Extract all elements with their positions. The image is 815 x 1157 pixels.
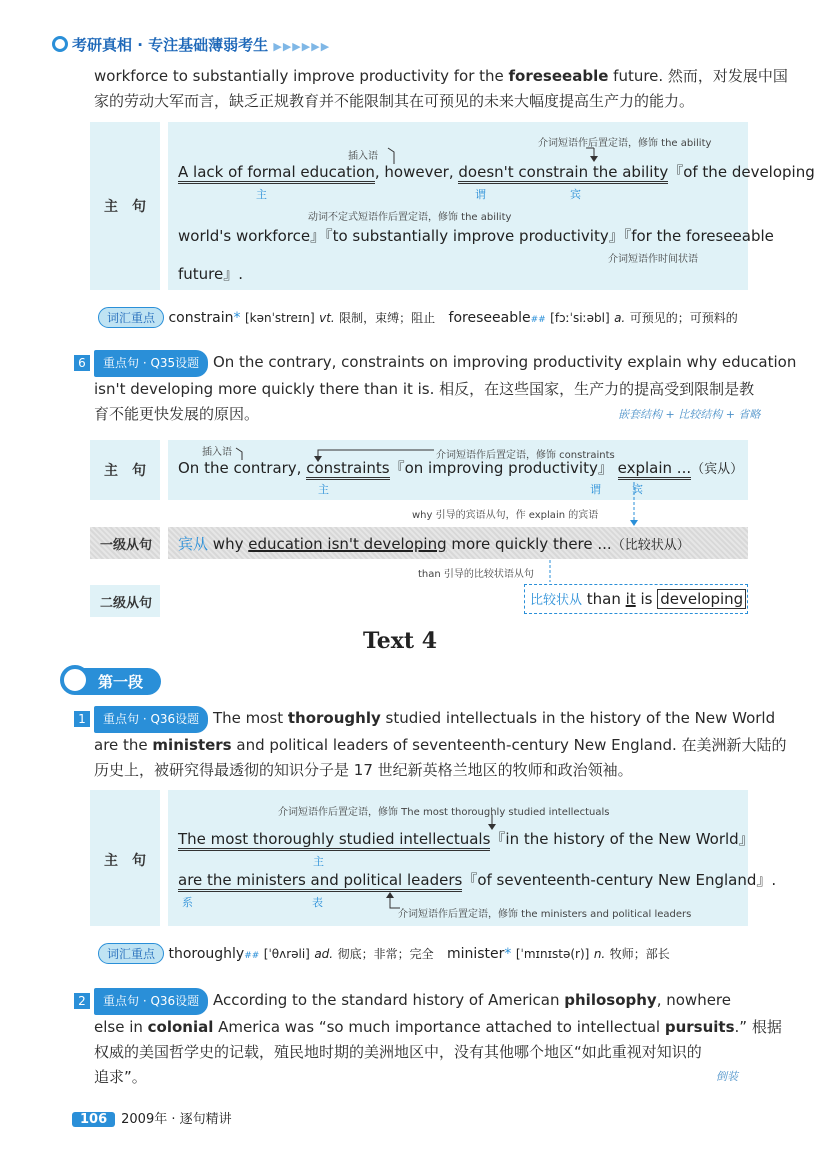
box2-sub1-line: 宾从 why education isn't developing more quickly there ...（比较状从） [178, 535, 690, 553]
role-object: 宾 [570, 188, 581, 201]
paragraph-continuation: workforce to substantially improve productivity for the foreseeable future. 然而，对发展中国 家的劳动大军而言，缺乏正规教育并不能限制其在可预见的未来大幅度提高生产力的能力。 [94, 67, 788, 110]
predicate-word: explain ... [618, 459, 691, 480]
omitted-word-box: developing [657, 589, 746, 609]
sentence-number: 6 [74, 355, 90, 371]
box2-label-sub1-cell [90, 527, 160, 559]
vocab1-word1: constrain [168, 310, 234, 326]
box2-sub2-line: 比较状从 than it is developing [530, 589, 746, 608]
structure-hint: 嵌套结构 + 比较结构 + 省略 [618, 408, 761, 421]
box2-label-sub2-cell [90, 585, 160, 617]
arrow-to-clause1 [620, 480, 650, 528]
note-why-clause: why 引导的宾语从句，作 explain 的宾语 [412, 510, 599, 521]
box1-note-adv: 介词短语作时间状语 [608, 254, 698, 265]
text-title: Text 4 [362, 628, 438, 654]
box1-line2: world's workforce』『to substantially improve productivity』『for the foreseeable [178, 227, 774, 245]
box1-note-prep: 介词短语作后置定语，修饰 the ability [538, 138, 712, 149]
section-search-icon [60, 665, 90, 695]
role-subject: 主 [256, 188, 267, 201]
predicate-phrase: doesn't constrain the ability [458, 163, 668, 184]
box1-label: 主 句 [104, 199, 146, 215]
box2-note-prep: 介词短语作后置定语，修饰 constraints [436, 450, 615, 461]
page-number: 106 [72, 1112, 115, 1127]
role-subject: 主 [318, 483, 329, 496]
vocab1-tag: 词汇重点 [98, 307, 164, 328]
box3-line2: are the ministers and political leaders『of seventeenth-century New England』. [178, 869, 776, 890]
subject-word: constraints [306, 459, 389, 480]
box1-line1: A lack of formal education, however, doesn't constrain the ability『of the developing [178, 161, 815, 182]
sentence-6: 6 重点句 · Q35设题 On the contrary, constraints on improving productivity explain why education isn't developing more quickly there than it is. 相反，在这些国家，生产力的提高受到限制是教 育不能更快发展的原因。 [74, 350, 754, 427]
box1-line3: future』. [178, 265, 244, 283]
box2-label-main-cell [90, 440, 160, 500]
key-sentence-tag: 重点句 · Q35设题 [94, 350, 208, 377]
box2-label-sub1: 一级从句 [100, 538, 153, 553]
box3-note-top: 介词短语作后置定语，修饰 The most thoroughly studied intellectuals [278, 807, 610, 818]
search-logo-icon [52, 36, 68, 52]
role-subject: 主 [313, 855, 324, 868]
role-object: 宾 [632, 483, 643, 496]
role-predicative: 表 [312, 896, 323, 909]
sentence-1: 1 重点句 · Q36设题 The most thoroughly studied intellectuals in the history of the New World are the ministers and political leaders of seventeenth-century New England. 在美洲新大陆的 历史上，被研究得最透彻的知识分子是 17 世纪新英格兰地区的牧师和政治领袖。 [74, 706, 754, 783]
box2-label-main: 主 句 [104, 463, 146, 479]
box1-label-cell [90, 122, 160, 290]
key-sentence-tag: 重点句 · Q36设题 [94, 706, 208, 733]
page-footer [72, 1108, 232, 1127]
header-brand: 考研真相 · 专注基础薄弱考生 ▶▶▶▶▶▶ [52, 34, 330, 55]
subject-phrase: A lack of formal education [178, 163, 375, 184]
linking-verb: are [178, 871, 202, 892]
box3-label-cell [90, 790, 160, 926]
box3-label: 主 句 [104, 853, 146, 869]
box1-note-inf: 动词不定式短语作后置定语，修饰 the ability [308, 212, 512, 223]
sentence-number: 1 [74, 711, 90, 727]
vocab2-word1: thoroughly [168, 946, 245, 962]
sentence-number: 2 [74, 993, 90, 1009]
comparison-clause-tag: 比较状从 [530, 593, 583, 608]
arrow-to-clause2 [536, 558, 566, 586]
object-clause-tag: 宾从 [178, 535, 209, 553]
inversion-hint: 倒装 [716, 1070, 738, 1083]
vocab1-word2: foreseeable [448, 310, 531, 326]
role-linking: 系 [182, 896, 193, 909]
role-predicate: 谓 [590, 483, 601, 496]
vocab2-tag: 词汇重点 [98, 943, 164, 964]
box2-note-insert: 插入语 [202, 447, 232, 458]
box2-label-sub2: 二级从句 [100, 596, 153, 611]
subject-phrase: The most thoroughly studied intellectuals [178, 830, 490, 851]
role-predicate: 谓 [475, 188, 486, 201]
box3-note-bottom: 介词短语作后置定语，修饰 the ministers and political leaders [398, 909, 692, 920]
predicative-phrase: the ministers and political leaders [202, 871, 462, 892]
vocab2-word2: minister [446, 946, 505, 962]
sentence-2: 2 重点句 · Q36设题 According to the standard history of American philosophy, nowhere else in colonial America was “so much importance attached to intellectual pursuits.” 根据 权威的美国哲学史的记载，殖民地时期的美洲地区中，没有其他哪个地区“如此重视对知识的 追求”。 [74, 988, 754, 1090]
vocab2-row: 词汇重点 thoroughly## [ˈθʌrəli] ad. 彻底；非常；完全 minister* [ˈmɪnɪstə(r)] n. 牧师；部长 [98, 943, 670, 964]
section-marker [64, 668, 161, 694]
box1-note-insert: 插入语 [348, 151, 378, 162]
key-sentence-tag: 重点句 · Q36设题 [94, 988, 208, 1015]
vocab1-row: 词汇重点 constrain* [kənˈstreɪn] vt. 限制，束缚；阻止 foreseeable## [fɔːˈsiːəbl] a. 可预见的；可预料的 [98, 307, 738, 328]
footer-text: 2009年 · 逐句精讲 [121, 1112, 232, 1127]
section-label: 第一段 [64, 668, 161, 695]
note-than-clause: than 引导的比较状语从句 [418, 569, 534, 580]
arrows-decoration: ▶▶▶▶▶▶ [273, 40, 331, 53]
box3-line1: The most thoroughly studied intellectuals『in the history of the New World』 [178, 828, 754, 849]
box2-main-line: On the contrary, constraints『on improving productivity』 explain ...（宾从） [178, 457, 743, 478]
